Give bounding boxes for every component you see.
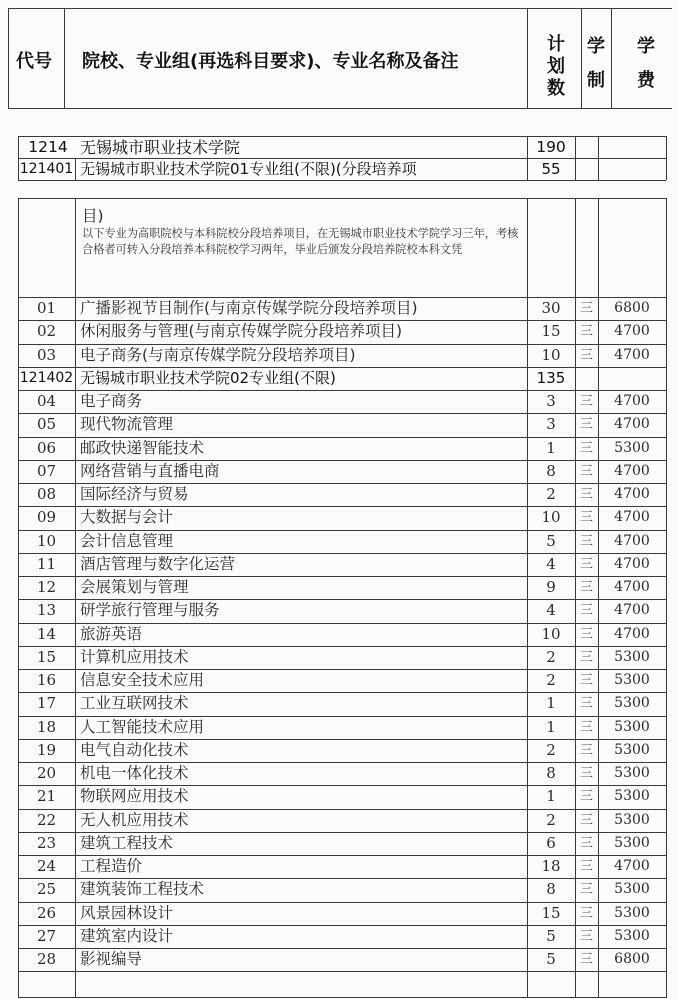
major-name: 工业互联网技术: [80, 694, 189, 713]
table-top-border: [18, 198, 666, 199]
major-fee: 4700: [614, 486, 650, 502]
header-plan: [540, 34, 572, 100]
major-plan: 1: [546, 717, 556, 736]
major-fee: 5300: [614, 881, 650, 898]
major-code: 06: [36, 438, 57, 457]
inst-divider: [575, 136, 576, 180]
major-name: 研学旅行管理与服务: [80, 601, 220, 620]
major-code: 13: [36, 601, 57, 620]
header-top-border: [8, 8, 672, 9]
header-divider: [611, 8, 612, 108]
major-code: 07: [36, 461, 57, 480]
major-fee: 5300: [614, 811, 650, 828]
major-name: 无人机应用技术: [80, 810, 189, 829]
major-name: 电子商务(与南京传媒学院分段培养项目): [80, 345, 356, 364]
major-fee: 5300: [614, 765, 650, 781]
major-code: 26: [36, 903, 57, 922]
table-bottom-border: [18, 997, 666, 998]
major-plan: 10: [541, 624, 561, 643]
major-duration: 三: [579, 463, 593, 479]
major-plan: 2: [546, 671, 556, 689]
major-code: 23: [36, 833, 57, 852]
major-fee: 4700: [614, 625, 650, 642]
header-bottom-border: [8, 108, 672, 109]
institution-name: 无锡城市职业技术学院: [80, 138, 241, 157]
major-plan: 18: [541, 857, 561, 875]
major-code: 14: [36, 624, 57, 643]
major-duration: 三: [579, 324, 593, 340]
major-duration: 三: [579, 882, 593, 898]
major-fee: 4700: [614, 323, 650, 340]
group2-plan: 135: [536, 368, 566, 387]
major-name: 邮政快递智能技术: [80, 438, 205, 457]
major-fee: 5300: [614, 439, 650, 456]
major-name: 电子商务: [80, 392, 143, 410]
major-duration: 三: [579, 859, 593, 874]
major-code: 24: [36, 857, 57, 875]
header-fee-char: 学: [637, 36, 655, 57]
major-duration: 三: [579, 347, 593, 363]
major-fee: 4700: [614, 579, 650, 595]
major-duration: 三: [579, 556, 593, 572]
major-name: 国际经济与贸易: [80, 485, 189, 503]
table-divider: [666, 198, 667, 998]
major-plan: 2: [546, 810, 556, 829]
major-fee: 4700: [614, 393, 650, 409]
major-fee: 5300: [614, 718, 650, 735]
major-code: 25: [36, 880, 57, 899]
major-duration: 三: [579, 417, 593, 433]
major-duration: 三: [579, 510, 593, 526]
group2-name: 无锡城市职业技术学院02专业组(不限): [80, 368, 336, 387]
major-plan: 2: [546, 485, 556, 503]
header-divider: [581, 8, 582, 108]
major-duration: 三: [579, 673, 593, 688]
major-duration: 三: [579, 580, 593, 595]
inst-divider: [666, 136, 667, 180]
major-fee: 5300: [614, 741, 650, 758]
group1-note: 以下专业为高职院校与本科院校分段培养项目，在无锡城市职业技术学院学习三年，考核合格者可转入分段培养本科院校学习两年，毕业后颁发分段培养院校本科文凭: [82, 227, 519, 256]
major-duration: 三: [579, 394, 593, 409]
inst-divider: [598, 136, 599, 180]
major-name: 影视编导: [80, 950, 143, 968]
major-plan: 30: [541, 299, 561, 317]
major-code: 22: [36, 810, 57, 829]
major-name: 建筑室内设计: [80, 926, 174, 945]
major-name: 会计信息管理: [80, 531, 174, 550]
major-duration: 三: [579, 487, 593, 502]
major-fee: 4700: [614, 858, 650, 874]
institution-code: 1214: [28, 138, 68, 156]
major-code: 21: [36, 787, 57, 806]
major-plan: 6: [546, 833, 556, 852]
major-code: 20: [36, 764, 57, 782]
major-duration: 三: [579, 626, 593, 642]
major-plan: 3: [546, 392, 556, 410]
major-fee: 5300: [614, 788, 650, 805]
major-code: 09: [36, 508, 57, 527]
inst-border: [18, 180, 666, 181]
major-name: 人工智能技术应用: [80, 717, 205, 736]
major-name: 物联网应用技术: [80, 787, 189, 806]
major-fee: 4700: [614, 346, 650, 363]
major-code: 01: [36, 299, 57, 317]
major-name: 大数据与会计: [80, 508, 174, 527]
major-plan: 15: [541, 903, 561, 922]
group2-code: 121402: [19, 369, 74, 386]
major-name: 计算机应用技术: [80, 647, 189, 666]
major-code: 08: [36, 485, 57, 503]
major-plan: 10: [541, 345, 561, 364]
major-name: 信息安全技术应用: [80, 671, 205, 689]
header-duration: [584, 36, 608, 92]
major-duration: 三: [579, 952, 593, 967]
group1-code: 121401: [19, 161, 74, 177]
major-fee: 5300: [614, 695, 650, 712]
major-code: 28: [36, 950, 57, 968]
major-plan: 15: [541, 322, 561, 341]
row-border: [18, 971, 666, 972]
major-fee: 5300: [614, 927, 650, 944]
major-plan: 9: [546, 578, 556, 596]
major-name: 网络营销与直播电商: [80, 461, 220, 480]
major-plan: 5: [546, 531, 556, 550]
major-duration: 三: [579, 603, 593, 619]
major-name: 工程造价: [80, 857, 143, 875]
group1-name-continued: 目): [82, 207, 104, 225]
major-fee: 4700: [614, 462, 650, 479]
major-plan: 3: [546, 415, 556, 434]
group1-plan: 55: [541, 160, 561, 178]
major-name: 建筑工程技术: [80, 833, 174, 852]
major-plan: 8: [546, 880, 556, 899]
major-duration: 三: [579, 440, 593, 456]
major-name: 旅游英语: [80, 624, 143, 643]
major-code: 12: [36, 578, 57, 596]
major-code: 17: [36, 694, 57, 713]
major-plan: 2: [546, 647, 556, 666]
major-name: 会展策划与管理: [80, 578, 189, 596]
major-code: 27: [36, 926, 57, 945]
header-fee-char: 费: [637, 70, 655, 91]
header-code: 代号: [16, 51, 52, 72]
header-description: 院校、专业组(再选科目要求)、专业名称及备注: [82, 51, 459, 72]
header-divider: [527, 8, 528, 108]
major-name: 现代物流管理: [80, 415, 174, 434]
major-plan: 1: [546, 694, 556, 713]
major-duration: 三: [579, 766, 593, 781]
major-fee: 5300: [614, 904, 650, 921]
major-code: 15: [36, 647, 57, 666]
major-plan: 1: [546, 438, 556, 457]
header-divider: [64, 8, 65, 108]
major-code: 19: [36, 740, 57, 759]
header-plan-char: 数: [547, 78, 565, 99]
major-code: 18: [36, 717, 57, 736]
major-duration: 三: [579, 812, 593, 828]
major-plan: 10: [541, 508, 561, 527]
major-plan: 4: [546, 554, 556, 573]
major-name: 机电一体化技术: [80, 764, 189, 782]
header-plan-char: 计: [547, 34, 565, 55]
major-fee: 4700: [614, 532, 650, 549]
major-fee: 4700: [614, 416, 650, 433]
major-duration: 三: [579, 696, 593, 712]
major-fee: 4700: [614, 509, 650, 526]
major-plan: 8: [546, 764, 556, 782]
major-plan: 8: [546, 461, 556, 480]
major-fee: 5300: [614, 648, 650, 665]
major-plan: 5: [546, 950, 556, 968]
major-plan: 2: [546, 740, 556, 759]
major-code: 11: [36, 554, 57, 573]
header-duration-char: 制: [587, 70, 605, 91]
major-code: 03: [36, 345, 57, 364]
major-plan: 1: [546, 787, 556, 806]
major-duration: 三: [579, 533, 593, 549]
major-name: 休闲服务与管理(与南京传媒学院分段培养项目): [80, 322, 403, 341]
major-fee: 5300: [614, 672, 650, 688]
major-code: 10: [36, 531, 57, 550]
major-code: 04: [36, 392, 57, 410]
header-divider: [8, 8, 9, 108]
major-name: 电气自动化技术: [80, 740, 189, 759]
header-duration-char: 学: [587, 36, 605, 57]
major-code: 05: [36, 415, 57, 434]
major-fee: 5300: [614, 834, 650, 851]
institution-plan: 190: [536, 138, 566, 156]
major-fee: 6800: [614, 951, 650, 967]
major-plan: 4: [546, 601, 556, 620]
header-fee: [632, 36, 660, 92]
major-duration: 三: [579, 649, 593, 665]
major-duration: 三: [579, 928, 593, 944]
major-fee: 4700: [614, 602, 650, 619]
major-duration: 三: [579, 719, 593, 735]
major-duration: 三: [579, 742, 593, 758]
major-fee: 6800: [614, 300, 650, 316]
major-plan: 5: [546, 926, 556, 945]
major-code: 02: [36, 322, 57, 341]
inst-divider: [75, 158, 76, 180]
major-code: 16: [36, 671, 57, 689]
group1-name: 无锡城市职业技术学院01专业组(不限)(分段培养项: [80, 160, 417, 178]
major-duration: 三: [579, 789, 593, 805]
major-fee: 4700: [614, 555, 650, 572]
major-duration: 三: [579, 301, 593, 316]
major-name: 风景园林设计: [80, 903, 174, 922]
major-name: 广播影视节目制作(与南京传媒学院分段培养项目): [80, 299, 418, 317]
major-duration: 三: [579, 835, 593, 851]
major-name: 酒店管理与数字化运营: [80, 554, 236, 573]
major-name: 建筑装饰工程技术: [80, 880, 205, 899]
major-duration: 三: [579, 905, 593, 921]
header-plan-char: 划: [547, 56, 565, 77]
